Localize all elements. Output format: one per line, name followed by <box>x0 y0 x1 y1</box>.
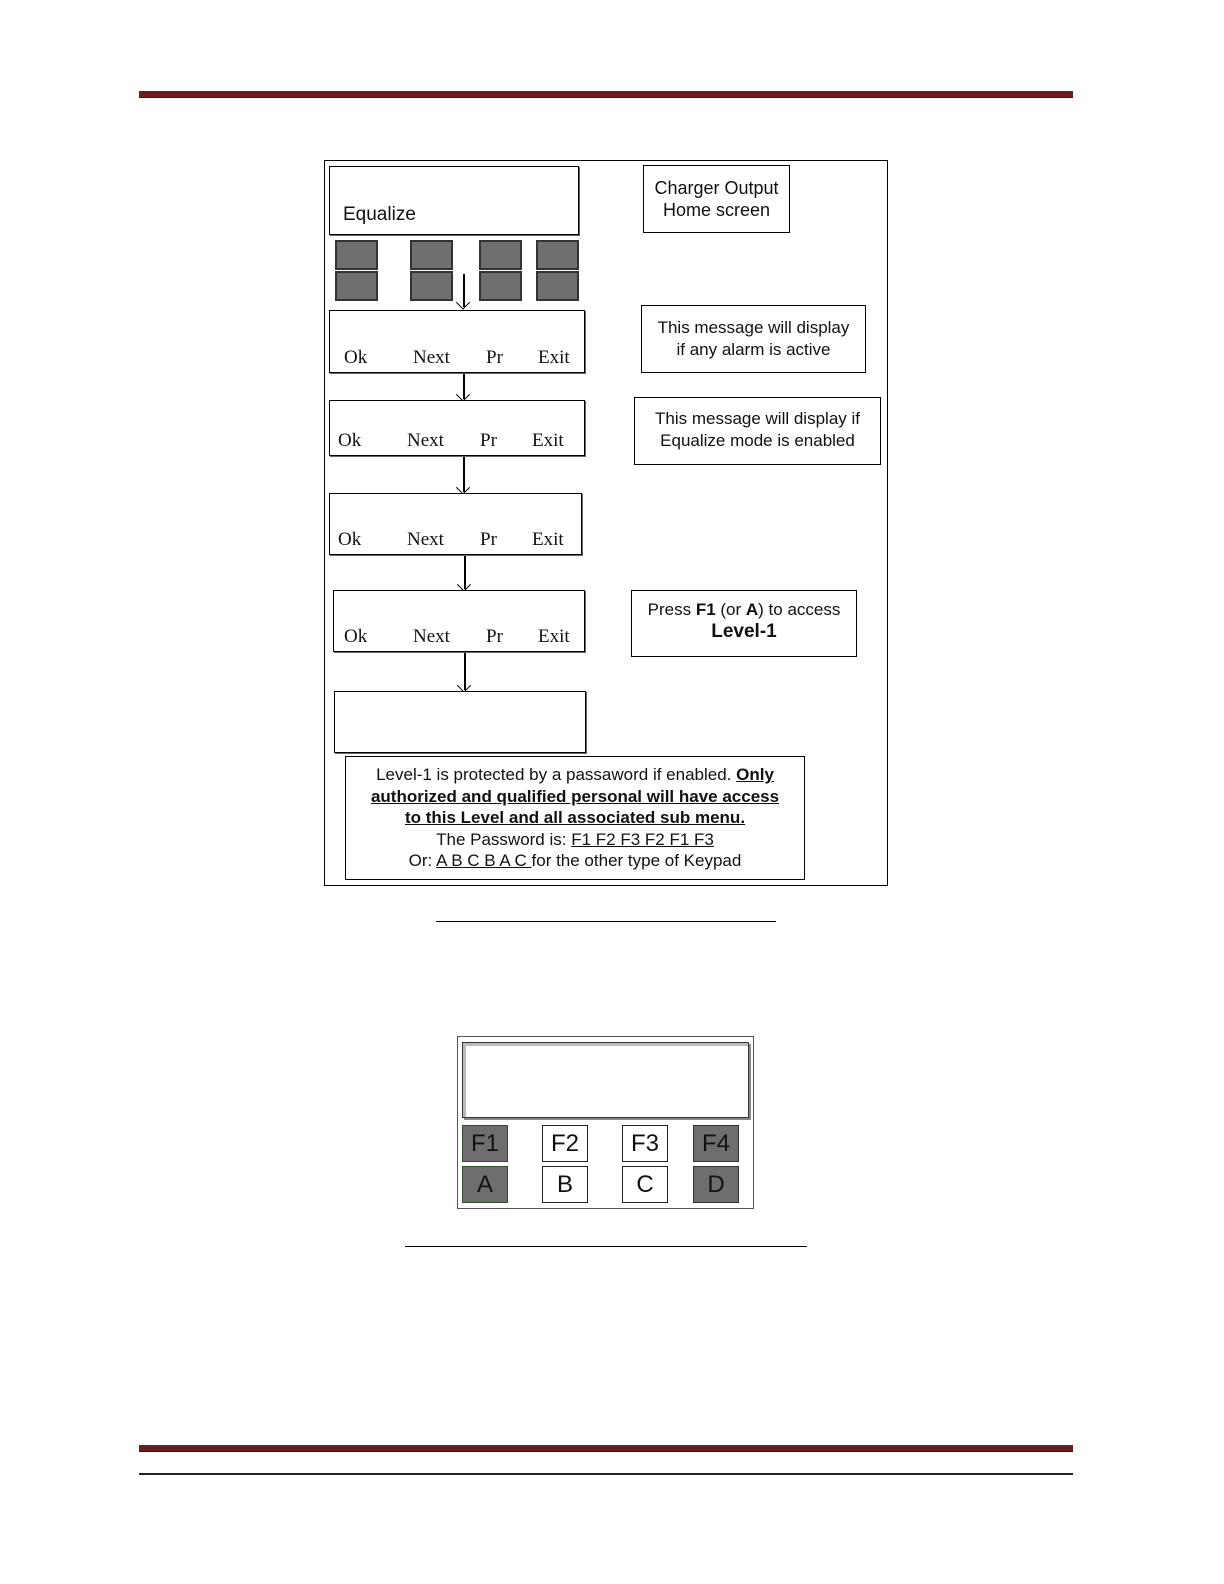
softkey-ok: Ok <box>338 430 362 451</box>
pwd-value: A B C B A C <box>436 851 532 870</box>
header-rule <box>139 91 1073 98</box>
note-line: Equalize mode is enabled <box>660 431 855 450</box>
figure-caption-rule <box>405 1246 807 1247</box>
softkey-ok: Ok <box>338 529 362 550</box>
keypad-key-f1[interactable]: F1 <box>462 1125 508 1162</box>
key-a <box>335 271 378 301</box>
note-text: (or <box>715 600 746 619</box>
password-info-box <box>345 756 805 880</box>
menu-lcd-screen <box>333 590 585 652</box>
key-f4 <box>536 240 579 270</box>
keypad-key-f2[interactable]: F2 <box>542 1125 588 1162</box>
key-f2 <box>410 240 453 270</box>
equalize-lcd-screen <box>329 400 585 456</box>
keypad-key-d[interactable]: D <box>693 1166 739 1203</box>
pwd-line <box>346 786 804 808</box>
key-f1 <box>335 240 378 270</box>
note-line: Home screen <box>662 200 771 220</box>
status-lcd-screen <box>329 493 582 555</box>
pwd-line <box>346 829 804 851</box>
home-screen-note <box>643 165 790 233</box>
note-line <box>632 599 856 621</box>
softkey-exit: Exit <box>532 430 564 451</box>
keypad-key-b[interactable]: B <box>542 1166 588 1203</box>
note-text: ) to access <box>758 600 841 619</box>
pwd-warning: Only <box>736 765 774 784</box>
softkey-pr: Pr <box>480 430 497 451</box>
softkey-next: Next <box>407 430 444 451</box>
softkey-next: Next <box>413 347 450 368</box>
softkey-exit: Exit <box>538 626 570 647</box>
pwd-text: Level-1 is protected by a passaword if enabled. <box>376 765 737 784</box>
pwd-line <box>346 764 804 786</box>
keypad-key-a[interactable]: A <box>462 1166 508 1203</box>
key-b <box>410 271 453 301</box>
pwd-line <box>346 850 804 872</box>
pwd-label: The Password is: <box>436 829 572 849</box>
note-line: Charger Output <box>654 178 779 198</box>
softkey-ok: Ok <box>344 347 368 368</box>
flow-arrow <box>463 274 465 307</box>
key-f3 <box>479 240 522 270</box>
softkey-pr: Pr <box>486 626 503 647</box>
note-line: This message will display if <box>654 409 860 428</box>
softkey-pr: Pr <box>480 529 497 550</box>
figure-caption-rule <box>436 921 776 922</box>
softkey-pr: Pr <box>486 347 503 368</box>
flow-arrow <box>463 457 465 492</box>
flow-arrow <box>464 653 466 690</box>
note-key: F1 <box>695 600 716 619</box>
softkey-next: Next <box>413 626 450 647</box>
key-d <box>536 271 579 301</box>
pwd-text: for the other type of Keypad <box>531 851 742 870</box>
footer-rule-thin <box>139 1473 1073 1475</box>
keypad-key-c[interactable]: C <box>622 1166 668 1203</box>
home-lcd-screen <box>329 166 579 235</box>
home-lcd-text: Equalize <box>343 204 416 225</box>
keypad-key-f4[interactable]: F4 <box>693 1125 739 1162</box>
pwd-line <box>346 807 804 829</box>
note-level: Level-1 <box>711 621 777 642</box>
softkey-next: Next <box>407 529 444 550</box>
note-text: Press <box>647 600 696 619</box>
footer-rule <box>139 1445 1073 1452</box>
pwd-value: F1 F2 F3 F2 F1 F3 <box>571 829 714 849</box>
equalize-note <box>634 397 881 465</box>
password-lcd-screen <box>334 691 586 753</box>
key-c <box>479 271 522 301</box>
keypad-lcd <box>462 1042 749 1118</box>
flow-arrow <box>464 556 466 589</box>
pwd-label: Or: <box>408 851 437 870</box>
alarm-note <box>641 305 866 373</box>
note-line: This message will display <box>657 318 850 337</box>
softkey-exit: Exit <box>538 347 570 368</box>
softkey-exit: Exit <box>532 529 564 550</box>
pwd-warning: authorized and qualified personal will have access <box>370 786 780 806</box>
access-level-note <box>631 590 857 657</box>
keypad-key-f3[interactable]: F3 <box>622 1125 668 1162</box>
note-key: A <box>745 600 759 619</box>
note-line: if any alarm is active <box>676 340 831 359</box>
flow-arrow <box>463 374 465 399</box>
pwd-warning: to this Level and all associated sub menu. <box>404 808 746 827</box>
softkey-ok: Ok <box>344 626 368 647</box>
alarm-lcd-screen <box>329 310 585 373</box>
